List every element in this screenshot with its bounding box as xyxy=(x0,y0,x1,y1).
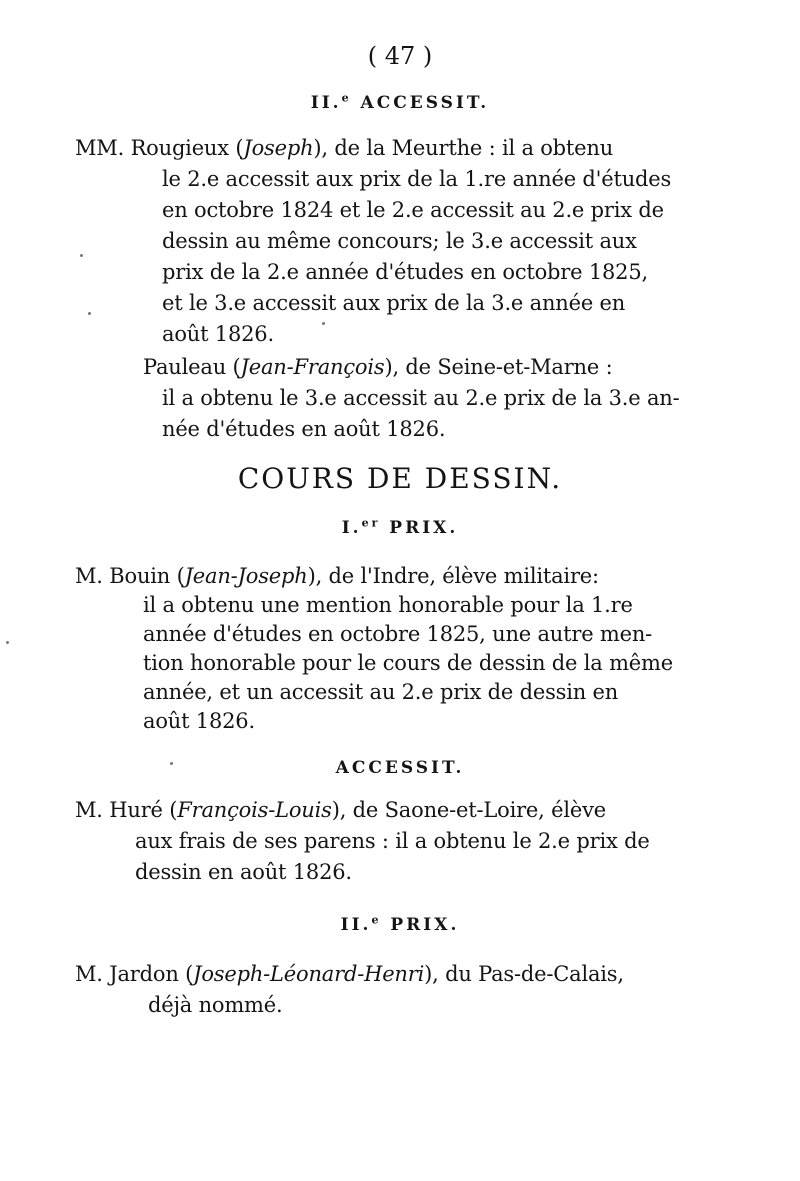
section-heading-accessit: II.$^e$ ACCESSIT. xyxy=(310,91,490,113)
entry-line: dessin au même concours; le 3.e accessit aux xyxy=(162,229,637,253)
given-name: Jean-Joseph xyxy=(184,564,308,588)
given-name: François-Louis xyxy=(177,798,332,822)
paper-speck xyxy=(6,641,9,644)
entry-line: M. Bouin (Jean-Joseph), de l'Indre, élève militaire: xyxy=(75,564,599,588)
entry-line: M. Huré (François-Louis), de Saone-et-Loire, élève xyxy=(75,798,606,822)
entry-line: août 1826. xyxy=(143,709,255,733)
entry-line: déjà nommé. xyxy=(148,993,283,1017)
entry-line: année, et un accessit au 2.e prix de dessin en xyxy=(143,680,619,704)
entry-line: aux frais de ses parens : il a obtenu le 2.e prix de xyxy=(135,829,650,853)
paper-speck xyxy=(322,322,325,325)
person-name: Huré xyxy=(109,798,163,822)
entry-line: en octobre 1824 et le 2.e accessit au 2.e prix de xyxy=(162,198,664,222)
paper-speck xyxy=(88,312,91,315)
entry-line: dessin en août 1826. xyxy=(135,860,352,884)
paper-speck xyxy=(170,762,173,765)
subheading-premier-prix: I.$^{er}$ PRIX. xyxy=(341,516,459,538)
page-number: ( 47 ) xyxy=(367,42,433,70)
entry-line: le 2.e accessit aux prix de la 1.re année d'études xyxy=(162,167,672,191)
person-name: Bouin xyxy=(109,564,171,588)
paper-speck xyxy=(80,254,83,257)
entry-line: il a obtenu une mention honorable pour la 1.re xyxy=(143,593,633,617)
given-name: Joseph xyxy=(243,136,314,160)
entry-line: année d'études en octobre 1825, une autre men- xyxy=(143,622,653,646)
entry-line: et le 3.e accessit aux prix de la 3.e année en xyxy=(162,291,626,315)
entry-line: M. Jardon (Joseph-Léonard-Henri), du Pas-de-Calais, xyxy=(75,962,624,986)
subheading-accessit: ACCESSIT. xyxy=(335,758,465,778)
person-name: Pauleau xyxy=(143,355,227,379)
subheading-deuxieme-prix: II.$^e$ PRIX. xyxy=(340,913,460,935)
person-name: Jardon xyxy=(109,962,179,986)
given-name: Jean-François xyxy=(240,355,385,379)
person-name: Rougieux xyxy=(130,136,229,160)
entry-line: prix de la 2.e année d'études en octobre 1825, xyxy=(162,260,648,284)
entry-line: Pauleau (Jean-François), de Seine-et-Marne : xyxy=(143,355,613,379)
given-name: Joseph-Léonard-Henri xyxy=(193,962,425,986)
entry-line: août 1826. xyxy=(162,322,274,346)
entry-line: tion honorable pour le cours de dessin de la même xyxy=(143,651,673,675)
entry-line: il a obtenu le 3.e accessit au 2.e prix de la 3.e an- xyxy=(162,386,680,410)
entry-line: MM. Rougieux (Joseph), de la Meurthe : il a obtenu xyxy=(75,136,614,160)
entry-line: née d'études en août 1826. xyxy=(162,417,446,441)
section-title-cours-de-dessin: COURS DE DESSIN. xyxy=(237,462,563,495)
